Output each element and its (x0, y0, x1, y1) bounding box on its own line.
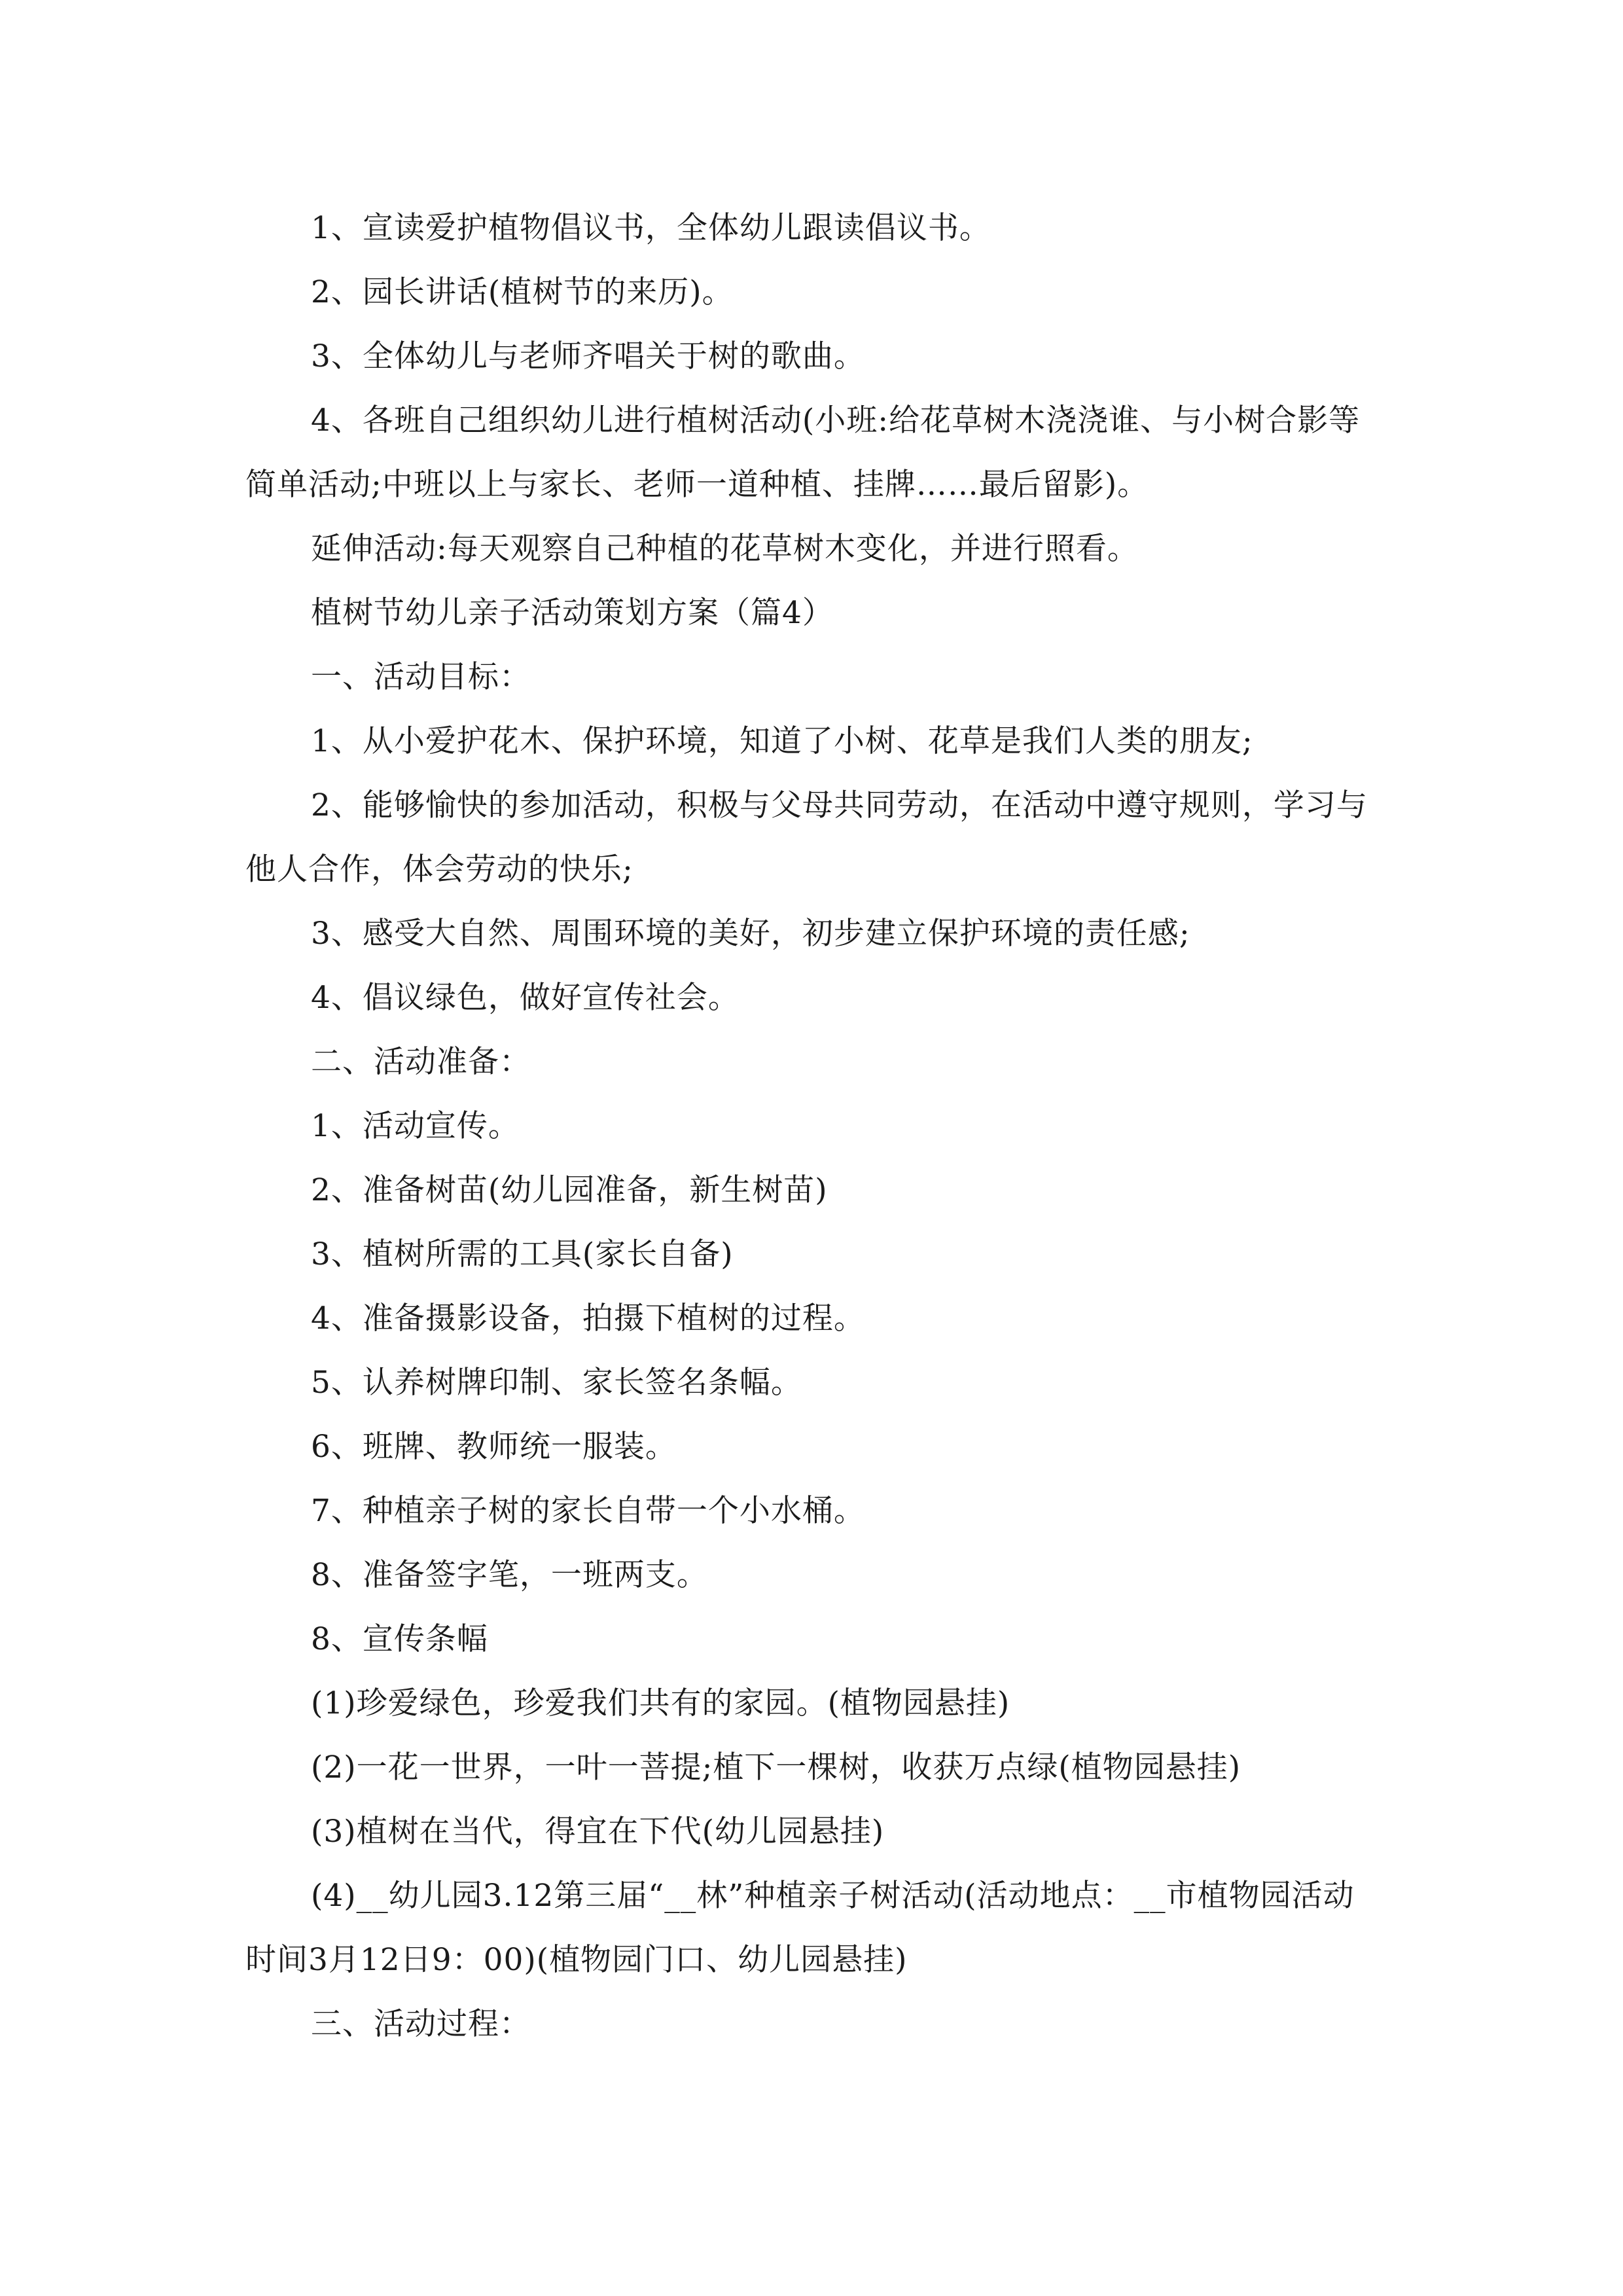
paragraph: 2、准备树苗(幼儿园准备，新生树苗) (311, 1172, 828, 1208)
paragraph: 4、准备摄影设备，拍摄下植树的过程。 (311, 1300, 865, 1336)
paragraph: 2、园长讲话(植树节的来历)。 (311, 274, 734, 310)
paragraph: 2、能够愉快的参加活动，积极与父母共同劳动，在活动中遵守规则，学习与他人合作，体会劳动的快乐; (245, 787, 1368, 888)
paragraph: 6、班牌、教师统一服装。 (311, 1429, 677, 1465)
document-body (245, 196, 1378, 2056)
section-heading: 一、活动目标： (311, 659, 531, 695)
paragraph: (2)一花一世界，一叶一菩提;植下一棵树，收获万点绿(植物园悬挂) (311, 1749, 1241, 1785)
paragraph: 5、认养树牌印制、家长签名条幅。 (311, 1365, 802, 1401)
paragraph: 3、植树所需的工具(家长自备) (311, 1236, 734, 1272)
section-heading: 二、活动准备： (311, 1044, 531, 1080)
paragraph: (1)珍爱绿色，珍爱我们共有的家园。(植物园悬挂) (311, 1685, 1010, 1721)
paragraph: 7、种植亲子树的家长自带一个小水桶。 (311, 1493, 865, 1529)
paragraph: 4、各班自己组织幼儿进行植树活动(小班:给花草树木浇浇谁、与小树合影等简单活动;中班以上与家长、老师一道种植、挂牌……最后留影)。 (245, 403, 1361, 503)
paragraph: 1、从小爱护花木、保护环境，知道了小树、花草是我们人类的朋友; (311, 723, 1253, 759)
section-title: 植树节幼儿亲子活动策划方案（篇4） (311, 595, 834, 631)
paragraph: 延伸活动:每天观察自己种植的花草树木变化，并进行照看。 (311, 531, 1139, 567)
paragraph: 8、宣传条幅 (311, 1621, 488, 1657)
paragraph: 8、准备签字笔，一班两支。 (311, 1557, 708, 1593)
paragraph: 1、活动宣传。 (311, 1108, 520, 1144)
paragraph: 3、全体幼儿与老师齐唱关于树的歌曲。 (311, 338, 865, 374)
section-heading: 三、活动过程： (311, 2006, 531, 2042)
paragraph: (3)植树在当代，得宜在下代(幼儿园悬挂) (311, 1814, 885, 1850)
paragraph: 4、倡议绿色，做好宣传社会。 (311, 980, 740, 1016)
paragraph: (4)__幼儿园3.12第三届“__林”种植亲子树活动(活动地点：__市植物园活动时间3月12日9：00)(植物园门口、幼儿园悬挂) (245, 1878, 1355, 1978)
paragraph: 3、感受大自然、周围环境的美好，初步建立保护环境的责任感; (311, 916, 1190, 952)
paragraph: 1、宣读爱护植物倡议书，全体幼儿跟读倡议书。 (311, 210, 991, 246)
